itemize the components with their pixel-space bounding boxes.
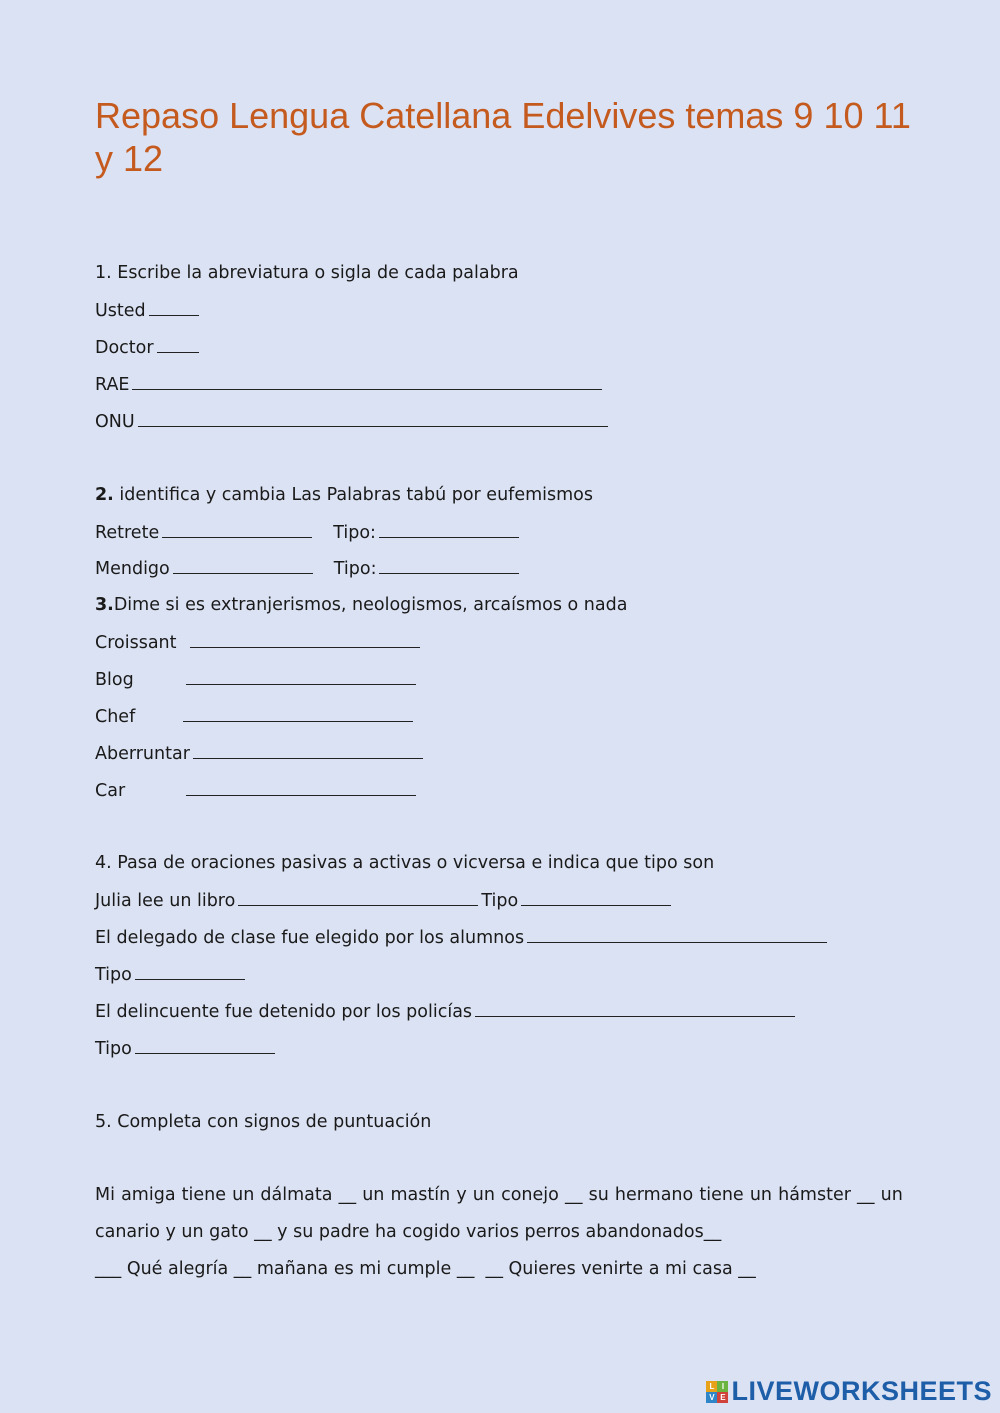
answer-blank[interactable] — [138, 410, 608, 427]
answer-blank[interactable] — [162, 521, 312, 538]
q2-item-retrete: Retrete Tipo: — [95, 521, 522, 544]
answer-blank[interactable] — [173, 557, 313, 574]
tipo-blank[interactable] — [379, 521, 519, 538]
q4-tipo-2: Tipo — [95, 963, 248, 986]
answer-blank[interactable] — [527, 926, 827, 943]
liveworksheets-mark-icon: L I V E — [706, 1381, 728, 1403]
answer-blank[interactable] — [186, 668, 416, 685]
q1-item-doctor: Doctor — [95, 336, 202, 359]
answer-blank[interactable] — [475, 1000, 795, 1017]
q4-tipo-3: Tipo — [95, 1037, 278, 1060]
q2-item-mendigo: Mendigo Tipo: — [95, 557, 522, 580]
q5-word: dálmata — [260, 1185, 333, 1205]
q1-item-rae: RAE — [95, 373, 605, 396]
q5-word: hermano — [614, 1185, 694, 1205]
liveworksheets-logo — [706, 1376, 992, 1407]
q3-item-blog: Blog — [95, 668, 419, 691]
q5-word: un — [232, 1185, 255, 1205]
tipo-blank[interactable] — [135, 963, 245, 980]
tipo-blank[interactable] — [135, 1037, 275, 1054]
q1-item-usted: Usted — [95, 299, 202, 322]
q5-word: tiene — [699, 1185, 744, 1205]
q5-word: __ — [857, 1185, 875, 1205]
q1-heading: 1. Escribe la abreviatura o sigla de cada palabra — [95, 263, 519, 283]
q5-word: conejo — [501, 1185, 559, 1205]
q5-word: un — [749, 1185, 772, 1205]
q3-item-aberruntar: Aberruntar — [95, 742, 426, 765]
q5-word: __ — [338, 1185, 357, 1205]
answer-blank[interactable] — [149, 299, 199, 316]
q5-line-1 — [95, 1184, 903, 1206]
q3-item-car: Car — [95, 779, 419, 802]
q5-word: su — [588, 1185, 609, 1205]
liveworksheets-brand: LIVEWORKSHEETS — [731, 1376, 992, 1406]
q5-word: un — [362, 1185, 385, 1205]
q4-sentence-3: El delincuente fue detenido por los policías — [95, 1000, 798, 1023]
q5-word: amiga — [121, 1185, 176, 1205]
q4-sentence-1: Julia lee un libro Tipo — [95, 889, 674, 912]
answer-blank[interactable] — [193, 742, 423, 759]
answer-blank[interactable] — [186, 779, 416, 796]
q5-word: un — [880, 1185, 903, 1205]
q5-word: hámster — [778, 1185, 851, 1205]
answer-blank[interactable] — [157, 336, 199, 353]
q5-word: tiene — [181, 1185, 227, 1205]
q4-sentence-2: El delegado de clase fue elegido por los alumnos — [95, 926, 830, 949]
answer-blank[interactable] — [132, 373, 602, 390]
tipo-blank[interactable] — [521, 889, 671, 906]
answer-blank[interactable] — [238, 889, 478, 906]
q5-word: __ — [564, 1185, 583, 1205]
q5-word: un — [472, 1185, 495, 1205]
q3-item-chef: Chef — [95, 705, 416, 728]
q5-word: y — [456, 1185, 467, 1205]
q5-line-3: ___ Qué alegría __ mañana es mi cumple __ __ Quieres venirte a mi casa __ — [95, 1259, 756, 1279]
tipo-blank[interactable] — [379, 557, 519, 574]
answer-blank[interactable] — [190, 631, 420, 648]
answer-blank[interactable] — [183, 705, 413, 722]
q4-heading: 4. Pasa de oraciones pasivas a activas o vicversa e indica que tipo son — [95, 853, 715, 873]
q1-item-onu: ONU — [95, 410, 611, 433]
q5-word: Mi — [95, 1185, 115, 1205]
q3-item-croissant: Croissant — [95, 631, 423, 654]
q2-heading: 2. identifica y cambia Las Palabras tabú por eufemismos — [95, 485, 593, 505]
q3-heading: 3.Dime si es extranjerismos, neologismos, arcaísmos o nada — [95, 595, 628, 615]
q5-line-2: canario y un gato __ y su padre ha cogido varios perros abandonados__ — [95, 1222, 722, 1242]
q5-word: mastín — [390, 1185, 451, 1205]
q5-heading: 5. Completa con signos de puntuación — [95, 1112, 432, 1132]
worksheet-title: Repaso Lengua Catellana Edelvives temas 9 10 11 y 12 — [95, 95, 911, 179]
